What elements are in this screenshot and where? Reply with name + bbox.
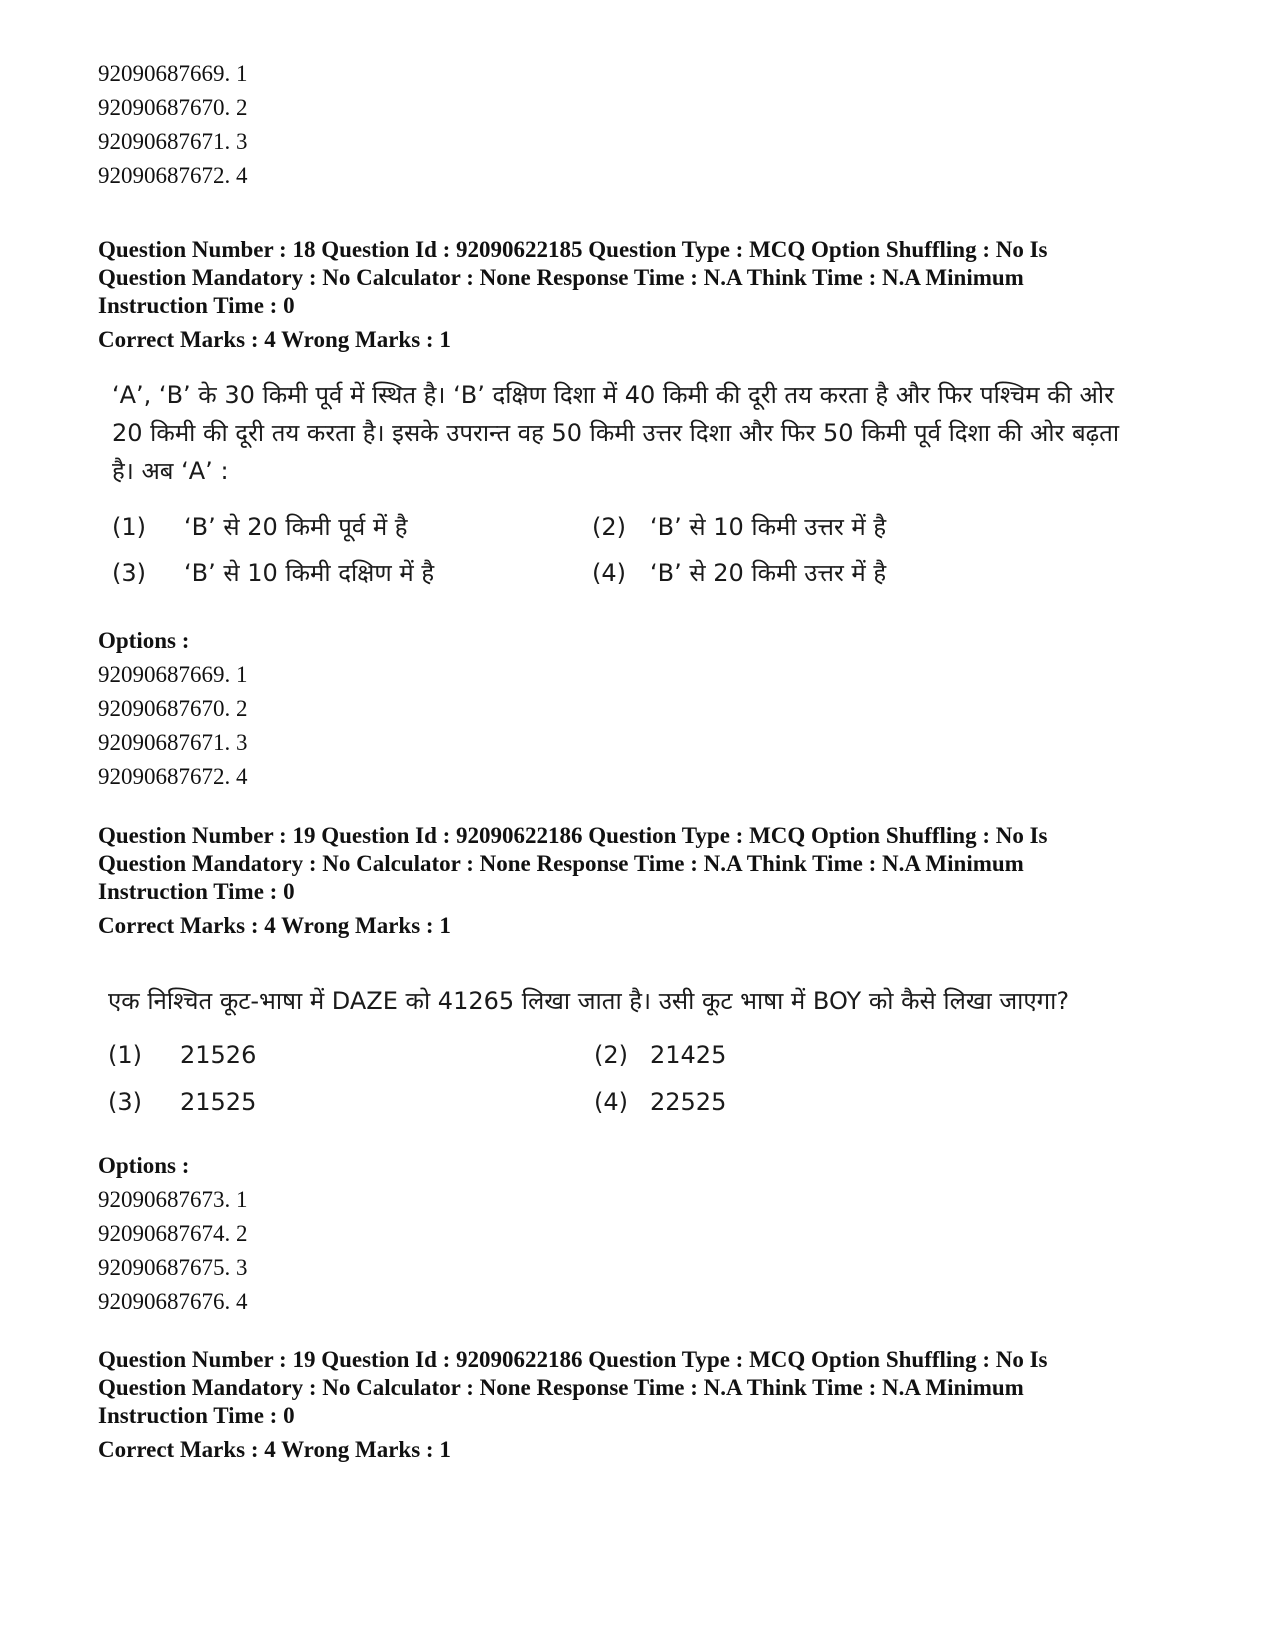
question-meta-line: Question Mandatory : No Calculator : None Response Time : N.A Think Time : N.A Minimum (98, 851, 1024, 876)
option-item: 92090687673. 1 (98, 1187, 248, 1212)
choice-number: (2) (594, 1041, 628, 1069)
choice-item (112, 558, 434, 588)
question-meta-line: Question Mandatory : No Calculator : None Response Time : N.A Think Time : N.A Minimum (98, 265, 1024, 290)
choice-item (594, 1087, 726, 1117)
option-item: 92090687669. 1 (98, 61, 248, 86)
choice-text: ‘B’ से 20 किमी पूर्व में है (184, 513, 408, 541)
choice-text: 22525 (650, 1088, 727, 1116)
choice-text: 21526 (180, 1041, 257, 1069)
choice-number: (1) (108, 1041, 142, 1069)
question-19-options (98, 1151, 1178, 1319)
choice-grid (112, 508, 1112, 598)
choice-text: 21525 (180, 1088, 257, 1116)
choice-number: (3) (112, 559, 146, 587)
option-item: 92090687675. 3 (98, 1255, 248, 1280)
option-item: 92090687676. 4 (98, 1289, 248, 1314)
question-text: ‘A’, ‘B’ के 30 किमी पूर्व में स्थित है। ‘B’ दक्षिण दिशा में 40 किमी की दूरी तय करता है और फिर पश्चिम की ओर 20 किमी की दूरी तय करता है। इसके उपरान्त वह 50 किमी उत्तर दिशा और फिर 50 किमी पूर्व दिशा की ओर बढ़ता है। अब ‘A’ : (112, 381, 1120, 485)
question-18-header (98, 236, 1178, 354)
options-heading: Options : (98, 1153, 190, 1178)
question-19-body (108, 982, 1138, 1132)
question-19-repeat-header (98, 1346, 1178, 1464)
choice-number: (4) (594, 1088, 628, 1116)
choice-item (108, 1087, 256, 1117)
option-item: 92090687672. 4 (98, 764, 248, 789)
question-meta-line: Instruction Time : 0 (98, 293, 295, 318)
question-marks: Correct Marks : 4 Wrong Marks : 1 (98, 327, 451, 352)
choice-item (592, 512, 886, 542)
question-19-header (98, 822, 1178, 940)
choice-item (594, 1040, 726, 1070)
choice-text: ‘B’ से 20 किमी उत्तर में है (650, 559, 887, 587)
choice-item (592, 558, 886, 588)
choice-number: (3) (108, 1088, 142, 1116)
options-heading: Options : (98, 628, 190, 653)
option-item: 92090687669. 1 (98, 662, 248, 687)
top-options-list (98, 57, 1178, 193)
choice-number: (1) (112, 513, 146, 541)
question-meta-line: Question Number : 19 Question Id : 92090622186 Question Type : MCQ Option Shuffling : No Is (98, 823, 1048, 848)
choice-number: (2) (592, 513, 626, 541)
question-meta-line: Question Mandatory : No Calculator : None Response Time : N.A Think Time : N.A Minimum (98, 1375, 1024, 1400)
choice-grid (108, 1040, 1108, 1132)
question-18-options (98, 626, 1178, 794)
option-item: 92090687670. 2 (98, 95, 248, 120)
question-meta-line: Question Number : 18 Question Id : 92090622185 Question Type : MCQ Option Shuffling : No Is (98, 237, 1048, 262)
option-item: 92090687672. 4 (98, 163, 248, 188)
question-meta-line: Instruction Time : 0 (98, 879, 295, 904)
choice-item (112, 512, 408, 542)
question-meta-line: Instruction Time : 0 (98, 1403, 295, 1428)
question-marks: Correct Marks : 4 Wrong Marks : 1 (98, 1437, 451, 1462)
choice-text: 21425 (650, 1041, 727, 1069)
question-marks: Correct Marks : 4 Wrong Marks : 1 (98, 913, 451, 938)
choice-number: (4) (592, 559, 626, 587)
question-text: एक निश्चित कूट-भाषा में DAZE को 41265 लिखा जाता है। उसी कूट भाषा में BOY को कैसे लिखा जाएगा? (108, 987, 1070, 1015)
option-item: 92090687671. 3 (98, 730, 248, 755)
option-item: 92090687670. 2 (98, 696, 248, 721)
choice-item (108, 1040, 256, 1070)
question-18-body (112, 376, 1142, 598)
option-item: 92090687671. 3 (98, 129, 248, 154)
option-item: 92090687674. 2 (98, 1221, 248, 1246)
question-meta-line: Question Number : 19 Question Id : 92090622186 Question Type : MCQ Option Shuffling : No Is (98, 1347, 1048, 1372)
choice-text: ‘B’ से 10 किमी दक्षिण में है (184, 559, 435, 587)
choice-text: ‘B’ से 10 किमी उत्तर में है (650, 513, 887, 541)
